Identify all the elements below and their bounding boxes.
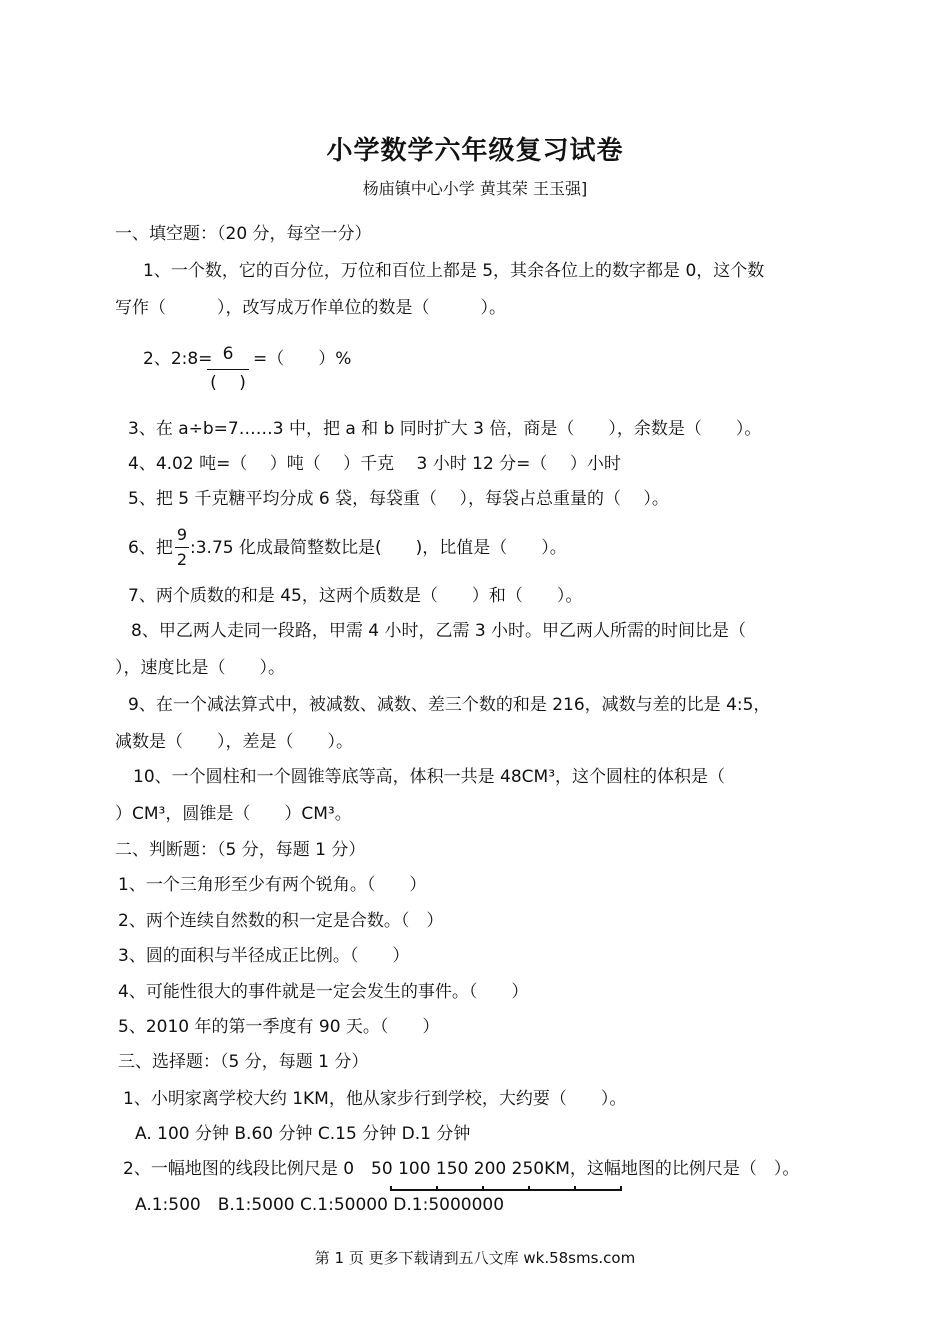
question-1-7: 7、两个质数的和是 45，这两个质数是（ ）和（ ）。: [128, 586, 583, 606]
question-1-2-prefix: 2、2:8=: [143, 349, 213, 369]
question-1-8-line2: ），速度比是（ ）。: [115, 658, 285, 678]
question-1-6-fraction-numerator: 9: [176, 525, 188, 544]
judgement-item: 4、可能性很大的事件就是一定会发生的事件。（ ）: [118, 982, 529, 1002]
question-1-9-line2: 减数是（ ），差是（ ）。: [115, 732, 353, 752]
judgement-item: 3、圆的面积与半径成正比例。（ ）: [118, 946, 410, 966]
judgement-item: 1、一个三角形至少有两个锐角。（ ）: [118, 875, 427, 895]
fraction-bar: [207, 369, 249, 370]
section2-heading: 二、判断题：（5 分，每题 1 分）: [115, 840, 366, 860]
question-1-6-fraction-denominator: 2: [176, 550, 188, 569]
question-1-6-prefix: 6、把: [128, 538, 173, 558]
question-1-2-suffix: =（ ）%: [253, 349, 352, 369]
choice-question-1-options: A. 100 分钟 B.60 分钟 C.15 分钟 D.1 分钟: [135, 1124, 471, 1144]
question-1-9-line1: 9、在一个减法算式中，被减数、减数、差三个数的和是 216，减数与差的比是 4:5，: [128, 695, 771, 715]
section1-heading: 一、填空题：（20 分，每空一分）: [115, 224, 372, 244]
section3-heading: 三、选择题：（5 分，每题 1 分）: [118, 1052, 369, 1072]
judgement-item: 5、2010 年的第一季度有 90 天。（ ）: [118, 1017, 440, 1037]
question-1-2-fraction-denominator: ( ): [210, 373, 246, 393]
page-footer: 第 1 页 更多下载请到五八文库 wk.58sms.com: [314, 1249, 636, 1267]
page-subtitle: 杨庙镇中心小学 黄其荣 王玉强]: [362, 179, 588, 198]
question-1-5: 5、把 5 千克糖平均分成 6 袋，每袋重（ ），每袋占总重量的（ ）。: [128, 489, 669, 509]
question-1-1-line2: 写作（ ），改写成万作单位的数是（ ）。: [115, 298, 506, 318]
page-title: 小学数学六年级复习试卷: [326, 136, 624, 166]
question-1-4: 4、4.02 吨=（ ）吨（ ）千克 3 小时 12 分=（ ）小时: [128, 454, 621, 474]
choice-question-2: 2、一幅地图的线段比例尺是 0 50 100 150 200 250KM，这幅地图的比例尺是（ ）。: [123, 1159, 800, 1179]
question-1-10-line2: ）CM³，圆锥是（ ）CM³。: [115, 804, 352, 824]
question-1-10-line1: 10、一个圆柱和一个圆锥等底等高，体积一共是 48CM³，这个圆柱的体积是（: [133, 767, 726, 787]
question-1-6-suffix: :3.75 化成最简整数比是( )，比值是（ ）。: [190, 538, 567, 558]
question-1-2-fraction-numerator: 6: [222, 344, 234, 364]
fraction-bar: [175, 547, 189, 548]
question-1-1-line1: 1、一个数，它的百分位，万位和百位上都是 5，其余各位上的数字都是 0，这个数: [143, 261, 765, 281]
choice-question-2-options: A.1:500 B.1:5000 C.1:50000 D.1:5000000: [135, 1195, 505, 1215]
choice-question-1: 1、小明家离学校大约 1KM，他从家步行到学校，大约要（ ）。: [123, 1089, 627, 1109]
judgement-item: 2、两个连续自然数的积一定是合数。（ ）: [118, 911, 444, 931]
question-1-8-line1: 8、甲乙两人走同一段路，甲需 4 小时，乙需 3 小时。甲乙两人所需的时间比是（: [131, 621, 747, 641]
question-1-3: 3、在 a÷b=7……3 中，把 a 和 b 同时扩大 3 倍，商是（ ），余数是（ ）。: [128, 419, 762, 439]
